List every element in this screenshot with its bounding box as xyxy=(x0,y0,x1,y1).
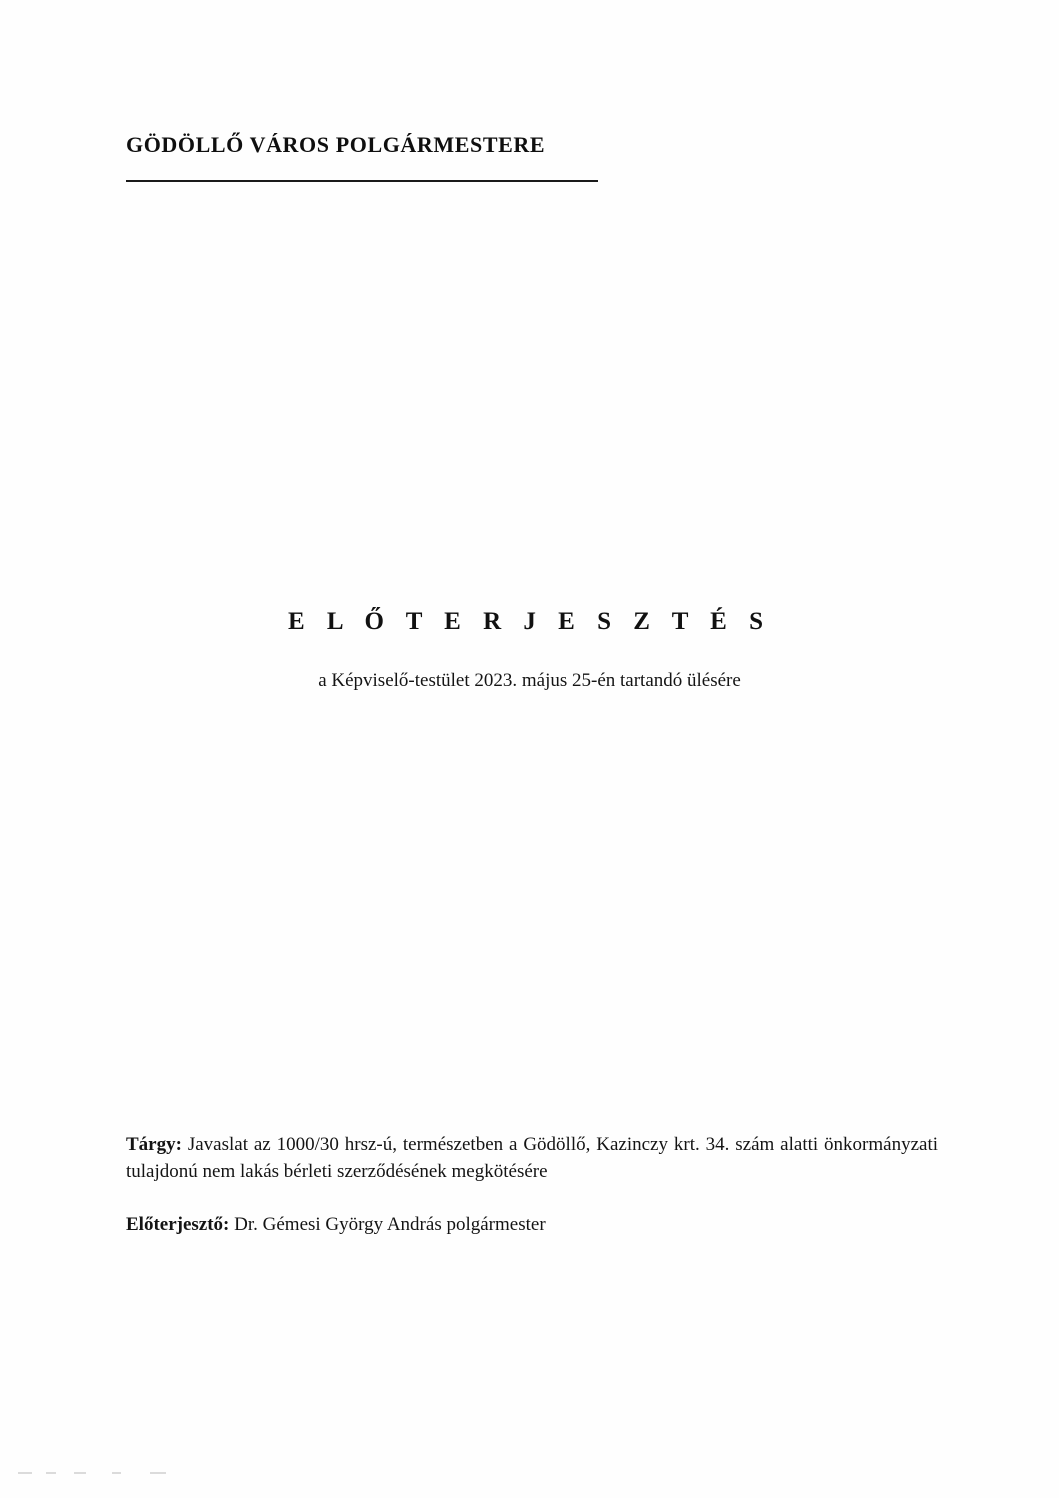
presenter-row xyxy=(126,1212,938,1239)
scan-artifacts xyxy=(0,1468,1059,1478)
document-subtitle: a Képviselő-testület 2023. május 25-én tartandó ülésére xyxy=(318,670,741,691)
subject-label: Tárgy: xyxy=(126,1134,182,1155)
subject-row xyxy=(126,1132,938,1186)
document-type-heading: E L Ő T E R J E S Z T É S xyxy=(287,608,772,635)
letterhead-title: GÖDÖLLŐ VÁROS POLGÁRMESTERE xyxy=(126,132,546,157)
presenter-label: Előterjesztő: xyxy=(126,1213,230,1235)
document-meta-block xyxy=(126,1132,938,1239)
subject-value: Javaslat az 1000/30 hrsz-ú, természetben a Gödöllő, Kazinczy krt. 34. szám alatti önkormányzati tulajdonú nem lakás bérleti szerződésének megkötésére xyxy=(126,1134,939,1182)
letterhead-divider xyxy=(126,180,598,182)
presenter-value: Dr. Gémesi György András polgármester xyxy=(234,1213,546,1235)
letterhead xyxy=(126,132,726,182)
